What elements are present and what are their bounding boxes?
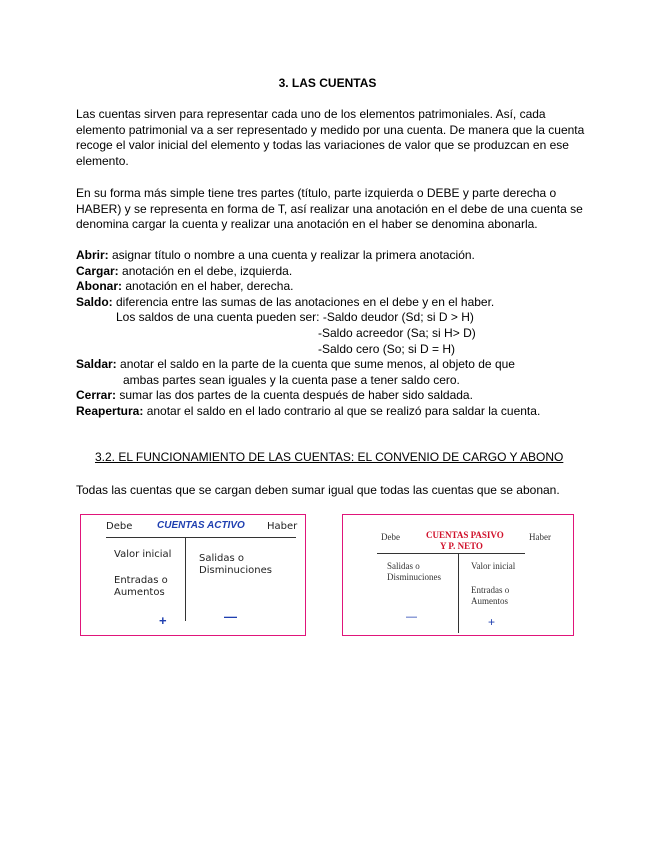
subsection-text: Todas las cuentas que se cargan deben sumar igual que todas las cuentas que se abonan. <box>76 483 560 497</box>
saldos-intro: Los saldos de una cuenta pueden ser: -Saldo deudor (Sd; si D > H) <box>116 310 474 324</box>
subsection-title: 3.2. EL FUNCIONAMIENTO DE LAS CUENTAS: EL CONVENIO DE CARGO Y ABONO <box>95 450 564 464</box>
salidas-label: Salidas o <box>387 561 420 571</box>
definition-abonar: Abonar: anotación en el haber, derecha. <box>76 279 294 293</box>
t-account-top-line <box>106 537 296 538</box>
t-account-pasivo <box>342 514 574 636</box>
t-account-divider <box>458 553 459 633</box>
salidas-label: Salidas o <box>199 553 245 564</box>
definition-abrir: Abrir: asignar título o nombre a una cuenta y realizar la primera anotación. <box>76 248 475 262</box>
definition-cerrar: Cerrar: sumar las dos partes de la cuenta después de haber sido saldada. <box>76 388 473 402</box>
haber-label: Haber <box>267 521 298 532</box>
intro-paragraph-1: Las cuentas sirven para representar cada uno de los elementos patrimoniales. Así, cada elemento patrimonial va a ser representado y medido por una cuenta. De manera que la cuenta recoge el valor inicial del elemento y todas las variaciones de valor que se produzcan en ese elemento. <box>76 107 585 168</box>
debe-label: Debe <box>381 532 400 542</box>
definition-saldo: Saldo: diferencia entre las sumas de las anotaciones en el debe y en el haber. <box>76 295 495 309</box>
minus-sign: — <box>406 611 417 623</box>
disminuciones-label: Disminuciones <box>387 572 441 582</box>
definition-cargar: Cargar: anotación en el debe, izquierda. <box>76 264 293 278</box>
aumentos-label: Aumentos <box>471 596 508 606</box>
plus-sign: + <box>488 615 496 629</box>
saldo-acreedor: -Saldo acreedor (Sa; si H> D) <box>318 326 476 340</box>
valor-inicial-label: Valor inicial <box>114 549 172 560</box>
plus-sign: + <box>159 613 167 628</box>
haber-label: Haber <box>529 532 551 542</box>
t-account-top-line <box>377 553 525 554</box>
page-title: 3. LAS CUENTAS <box>278 76 377 90</box>
t-account-activo <box>80 514 306 636</box>
definition-reapertura: Reapertura: anotar el saldo en el lado contrario al que se realizó para saldar la cuenta. <box>76 404 541 418</box>
t-account-divider <box>185 537 186 621</box>
definition-saldar-continued: ambas partes sean iguales y la cuenta pase a tener saldo cero. <box>123 373 460 387</box>
minus-sign: — <box>224 609 237 624</box>
disminuciones-label: Disminuciones <box>199 565 272 576</box>
entradas-label: Entradas o <box>114 575 168 586</box>
debe-label: Debe <box>106 521 133 532</box>
definition-saldar: Saldar: anotar el saldo en la parte de la cuenta que sume menos, al objeto de que <box>76 357 515 371</box>
aumentos-label: Aumentos <box>114 587 165 598</box>
activo-title: CUENTAS ACTIVO <box>157 520 245 531</box>
entradas-label: Entradas o <box>471 585 510 595</box>
intro-paragraph-2: En su forma más simple tiene tres partes (título, parte izquierda o DEBE y parte derecha o HABER) y se representa en forma de T, así realizar una anotación en el debe de una cuenta se denomina cargar la cuenta y realizar una anotación en el haber se denomina abonarla. <box>76 186 583 231</box>
valor-inicial-label: Valor inicial <box>471 561 516 571</box>
saldo-cero: -Saldo cero (So; si D = H) <box>318 342 456 356</box>
pasivo-title-line2: Y P. NETO <box>440 541 483 551</box>
pasivo-title: CUENTAS PASIVO <box>426 530 504 540</box>
